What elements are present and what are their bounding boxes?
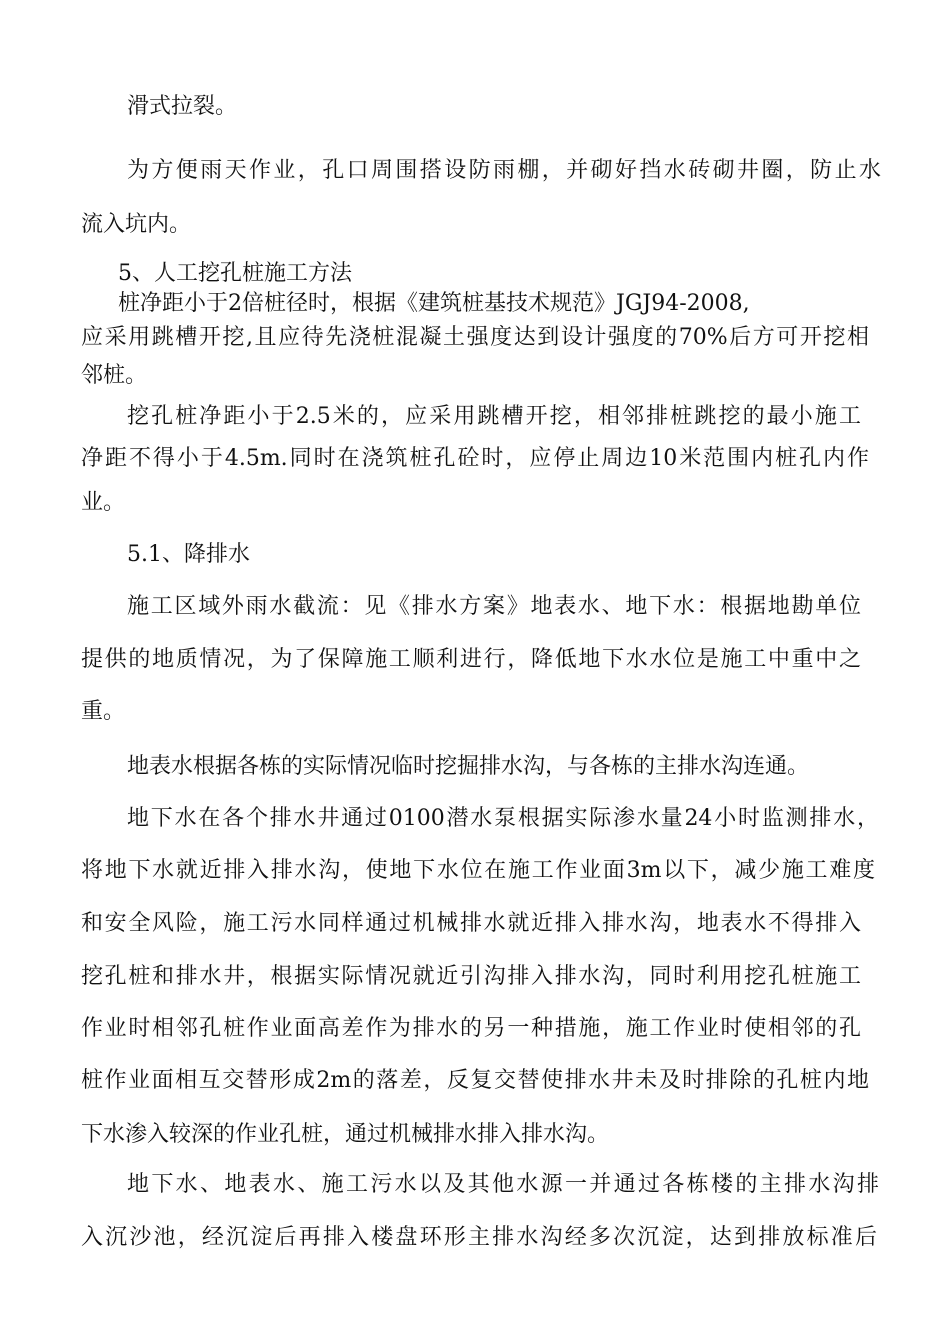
text-line: 净距不得小于4.5m.同时在浇筑桩孔砼时，应停止周边10米范围内桩孔内作 [81, 446, 869, 471]
text-line: 下水渗入较深的作业孔桩，通过机械排水排入排水沟。 [81, 1122, 610, 1147]
text-line: 挖孔桩净距小于2.5米的，应采用跳槽开挖，相邻排桩跳挖的最小施工 [127, 404, 861, 429]
text-line: 和安全风险，施工污水同样通过机械排水就近排入排水沟，地表水不得排入 [81, 911, 861, 936]
text-line: 业。 [81, 490, 126, 515]
text-line: 为方便雨天作业，孔口周围搭设防雨棚，并砌好挡水砖砌井圈，防止水 [127, 158, 881, 183]
text-line: 应采用跳槽开挖,且应待先浇桩混凝土强度达到设计强度的70%后方可开挖相 [81, 325, 869, 350]
text-line: 流入坑内。 [81, 212, 192, 237]
text-line: 桩净距小于2倍桩径时，根据《建筑桩基技术规范》JGJ94-2008, [118, 291, 750, 316]
text-line: 入沉沙池，经沉淀后再排入楼盘环形主排水沟经多次沉淀，达到排放标准后 [81, 1225, 877, 1250]
text-line: 邻桩。 [81, 363, 148, 388]
text-line: 桩作业面相互交替形成2m的落差，反复交替使排水井未及时排除的孔桩内地 [81, 1068, 869, 1093]
text-line: 作业时相邻孔桩作业面高差作为排水的另一种措施，施工作业时使相邻的孔 [81, 1016, 861, 1041]
text-line: 地下水、地表水、施工污水以及其他水源一并通过各栋楼的主排水沟排 [127, 1172, 879, 1197]
text-line: 挖孔桩和排水井，根据实际情况就近引沟排入排水沟，同时利用挖孔桩施工 [81, 964, 861, 989]
text-line: 地表水根据各栋的实际情况临时挖掘排水沟，与各栋的主排水沟连通。 [127, 754, 810, 779]
text-line: 地下水在各个排水井通过0100潜水泵根据实际渗水量24小时监测排水， [127, 806, 879, 831]
text-line: 将地下水就近排入排水沟，使地下水位在施工作业面3m以下，减少施工难度 [81, 858, 875, 883]
text-line: 提供的地质情况，为了保障施工顺利进行，降低地下水水位是施工中重中之 [81, 647, 861, 672]
text-line: 重。 [81, 699, 126, 724]
text-line: 滑式拉裂。 [127, 94, 238, 119]
section-heading: 5、人工挖孔桩施工方法 [118, 261, 352, 286]
section-heading: 5.1、降排水 [127, 542, 250, 567]
text-line: 施工区域外雨水截流：见《排水方案》地表水、地下水：根据地勘单位 [127, 594, 861, 619]
